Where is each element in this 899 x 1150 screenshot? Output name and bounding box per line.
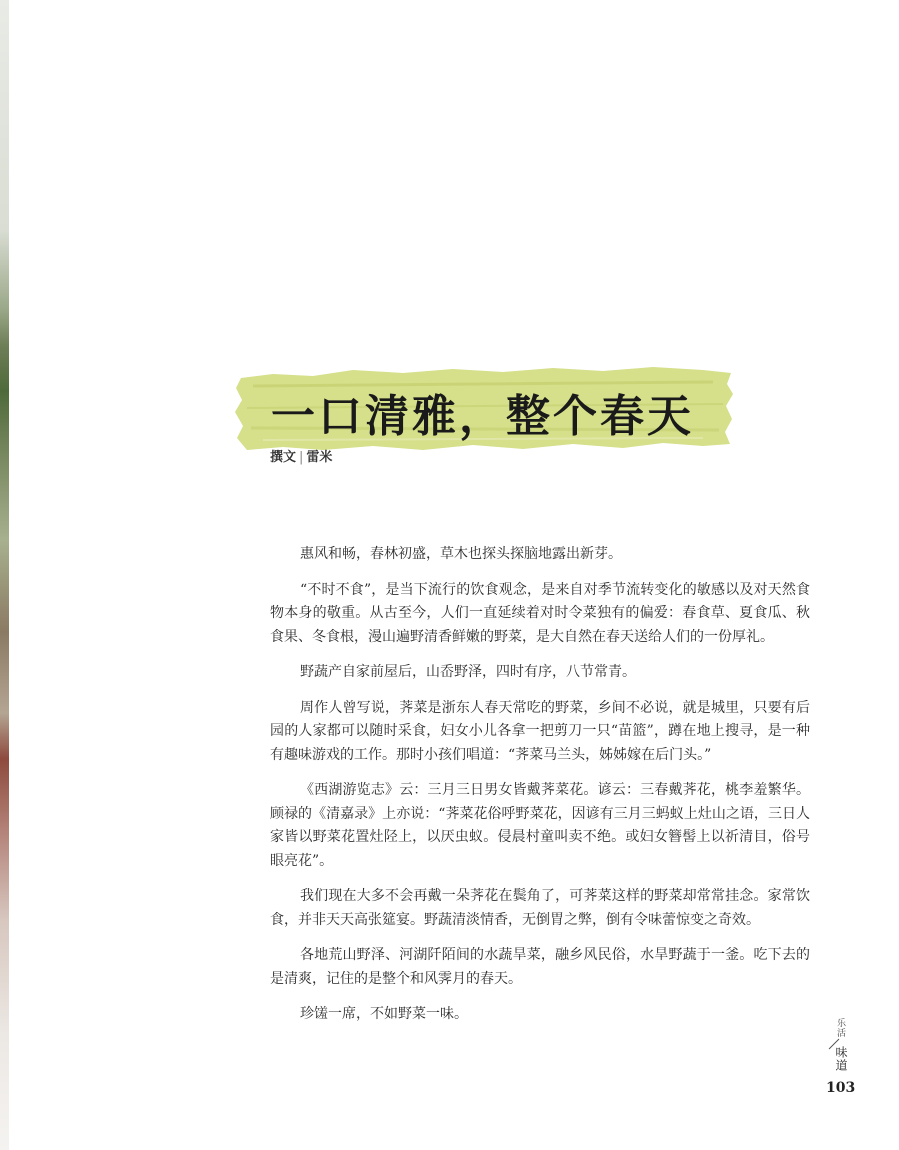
- paragraph: 周作人曾写说，荠菜是浙东人春天常吃的野菜，乡间不必说，就是城里，只要有后园的人家都可以随时采食，妇女小儿各拿一把剪刀一只“苗篮”，蹲在地上搜寻，是一种有趣味游戏的工作。那时小孩们唱道：“荠菜马兰头，姊姊嫁在后门头。”: [270, 699, 810, 763]
- section-label: 乐活: [835, 1018, 845, 1038]
- left-edge-photo-strip: [0, 0, 9, 1150]
- article-title: 一口清雅，整个春天: [271, 391, 694, 442]
- page-marker: [826, 1018, 856, 1098]
- title-banner: [233, 364, 733, 452]
- paragraph: “不时不食”，是当下流行的饮食观念，是来自对季节流转变化的敏感以及对天然食物本身的敬重。从古至今，人们一直延续着对时令菜独有的偏爱：春食草、夏食瓜、秋食果、冬食根，漫山遍野清香鲜嫩的野菜，是大自然在春天送给人们的一份厚礼。: [270, 581, 810, 645]
- paragraph: 《西湖游览志》云：三月三日男女皆戴荠菜花。谚云：三春戴荠花，桃李羞繁华。顾禄的《清嘉录》上亦说：“荠菜花俗呼野菜花，因谚有三月三蚂蚁上灶山之语，三日人家皆以野菜花置灶陉上，以厌虫蚁。侵晨村童叫卖不绝。或妇女簪髻上以祈清目，俗号眼亮花”。: [270, 782, 810, 869]
- article-body: [270, 543, 810, 1039]
- byline-author: 雷米: [306, 450, 333, 465]
- paragraph: 我们现在大多不会再戴一朵荠花在鬓角了，可荠菜这样的野菜却常常挂念。家常饮食，并非天天高张筵宴。野蔬清淡情香，无倒胃之弊，倒有令味蕾惊变之奇效。: [270, 888, 810, 928]
- byline-label: 撰文: [270, 450, 297, 465]
- paragraph: 各地荒山野泽、河湖阡陌间的水蔬旱菜，融乡风民俗，水旱野蔬于一釜。吃下去的是清爽，记住的是整个和风霁月的春天。: [270, 947, 810, 987]
- byline: [270, 446, 332, 465]
- paragraph: 珍馐一席，不如野菜一味。: [300, 1006, 468, 1022]
- byline-separator: |: [299, 450, 304, 465]
- paragraph: 惠风和畅，春林初盛，草木也探头探脑地露出新芽。: [300, 546, 622, 562]
- page-number: 103: [826, 1080, 856, 1096]
- subsection-label: 味道: [834, 1046, 848, 1072]
- paragraph: 野蔬产自家前屋后，山岙野泽，四时有序，八节常青。: [300, 664, 636, 680]
